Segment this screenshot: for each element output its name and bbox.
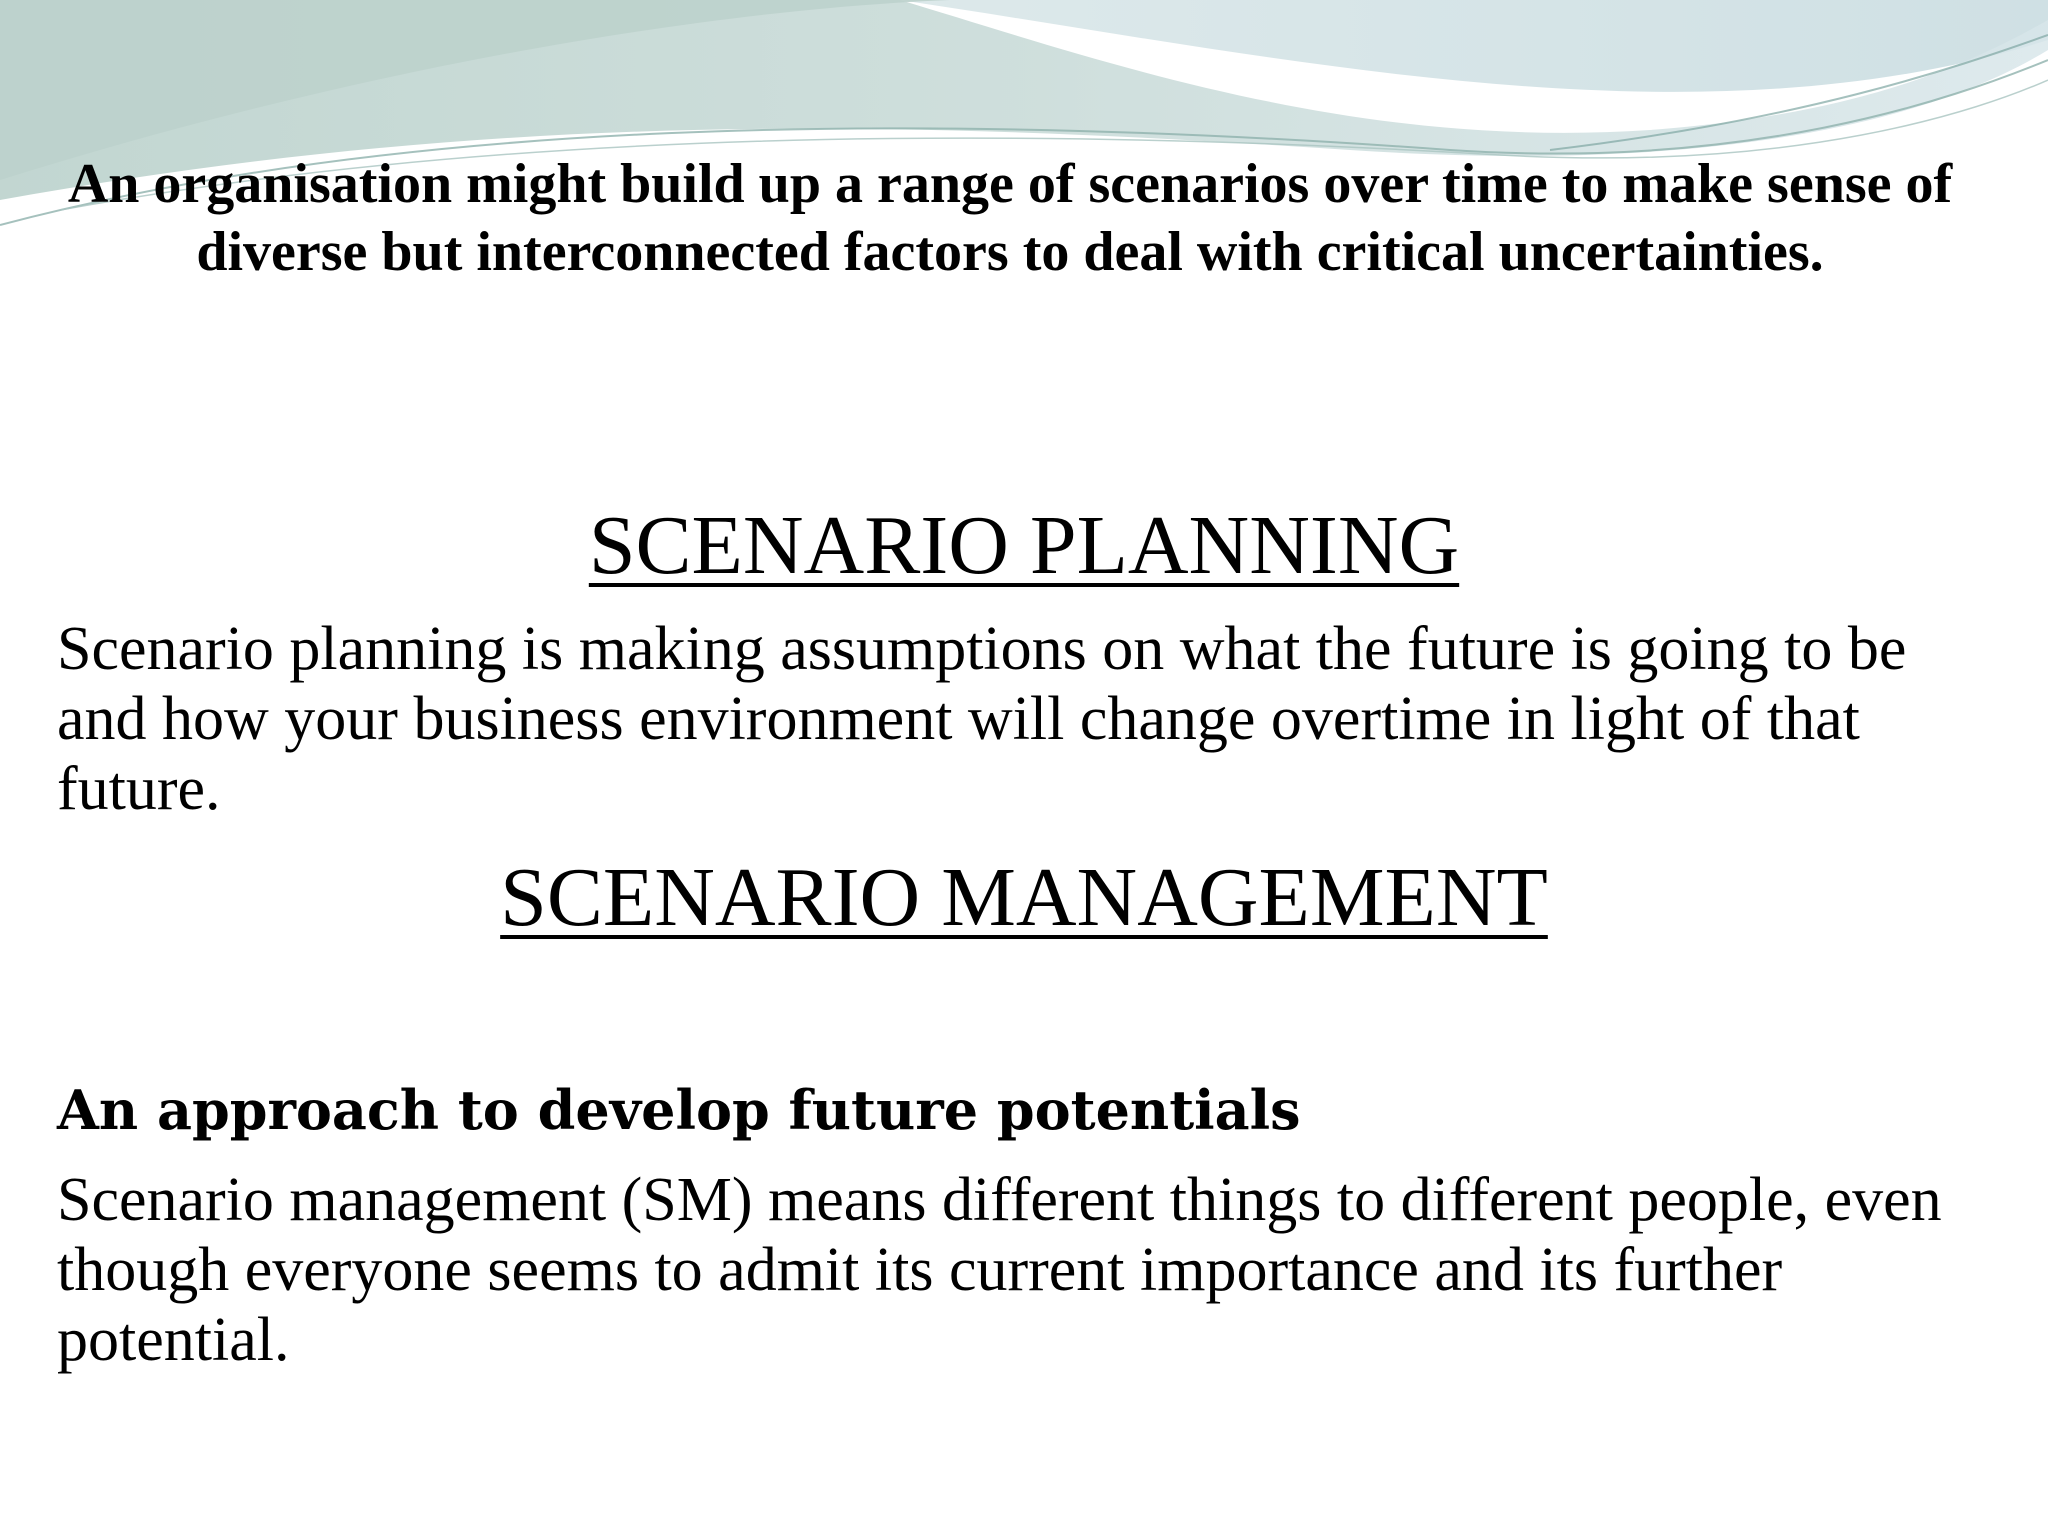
scenario-management-definition: Scenario management (SM) means different things to different people, even though everyone seems to admit its current importance and its further potential. — [57, 1166, 1942, 1374]
scenario-planning-definition: Scenario planning is making assumptions on what the future is going to be and how your business environment will change overtime in light of that future. — [57, 615, 1907, 823]
intro-statement: An organisation might build up a range of scenarios over time to make sense of diverse but interconnected factors to deal with critical uncertainties. — [67, 153, 1953, 283]
scenario-management-subheading: An approach to develop future potentials — [57, 1078, 1301, 1142]
scenario-planning-heading: SCENARIO PLANNING — [588, 499, 1460, 592]
scenario-management-heading: SCENARIO MANAGEMENT — [500, 851, 1548, 944]
